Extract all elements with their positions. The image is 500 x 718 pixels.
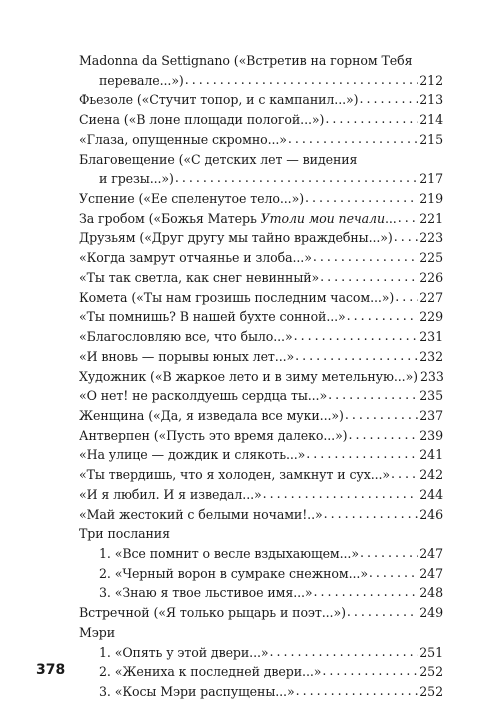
entry-page: 246 <box>419 506 443 522</box>
entry-title: «Ты твердишь, что я холоден, замкнут и сух...» <box>79 467 391 483</box>
leader-dots <box>294 326 419 346</box>
leader-dots <box>395 287 418 307</box>
toc-entry-title: Madonna da Settignano («Встретив на горном Тебя <box>79 53 413 68</box>
leader-dots <box>360 543 418 563</box>
toc-entry <box>79 71 443 91</box>
entry-title: Комета («Ты нам грозишь последним часом...») <box>79 289 395 305</box>
toc-section-heading: Три послания <box>79 526 170 542</box>
entry-page: 251 <box>419 644 443 660</box>
entry-title: Женщина («Да, я изведала все муки...») <box>79 407 344 423</box>
entry-title: Сиена («В лоне площади пологой...») <box>79 112 325 128</box>
entry-title: «И я любил. И я изведал...» <box>79 486 262 502</box>
toc-entry <box>79 228 443 248</box>
leader-dots <box>398 208 419 228</box>
page-number: 378 <box>36 662 66 678</box>
toc-entry <box>79 485 443 505</box>
toc-section-heading: Мэри <box>79 624 116 640</box>
toc-entry <box>79 367 443 387</box>
toc-entry <box>79 662 443 682</box>
entry-title: Художник («В жаркое лето и в зиму метельную...») <box>79 368 418 384</box>
leader-dots <box>313 247 418 267</box>
table-of-contents <box>79 51 443 702</box>
entry-title-part: За гробом («Божья Матерь <box>79 210 261 226</box>
entry-page: 235 <box>419 388 443 404</box>
leader-dots <box>288 129 418 149</box>
toc-entry <box>79 603 443 623</box>
toc-entry <box>79 248 443 268</box>
entry-page: 252 <box>419 664 443 680</box>
toc-entry <box>79 130 443 150</box>
leader-dots <box>347 602 418 622</box>
leader-dots <box>270 642 419 662</box>
entry-page: 244 <box>419 486 443 502</box>
entry-title: 2. «Черный ворон в сумраке снежном...» <box>99 565 368 581</box>
leader-dots <box>295 346 418 366</box>
toc-entry <box>79 169 443 189</box>
entry-page: 233 <box>420 368 444 384</box>
toc-entry <box>79 209 443 229</box>
entry-page: 242 <box>419 467 443 483</box>
entry-title-part: ... <box>385 210 397 226</box>
entry-title: 1. «Опять у этой двери...» <box>99 644 269 660</box>
entry-page: 226 <box>419 269 443 285</box>
toc-entry <box>79 90 443 110</box>
entry-page: 232 <box>419 348 443 364</box>
entry-page: 252 <box>419 684 443 699</box>
leader-dots <box>324 504 419 524</box>
entry-page: 231 <box>419 329 443 345</box>
leader-dots <box>347 306 419 326</box>
entry-title: «Ты так светла, как снег невинный» <box>79 269 320 285</box>
entry-title: «Глаза, опущенные скромно...» <box>79 131 287 147</box>
entry-page: 214 <box>419 112 443 128</box>
entry-page: 249 <box>419 605 443 621</box>
toc-entry <box>79 386 443 406</box>
toc-entry <box>79 327 443 347</box>
entry-title: и грезы...») <box>99 171 174 187</box>
entry-page: 227 <box>419 289 443 305</box>
toc-entry <box>79 505 443 525</box>
leader-dots <box>359 89 418 109</box>
entry-title: «О нет! не расколдуешь сердца ты...» <box>79 388 328 404</box>
leader-dots <box>369 563 418 583</box>
entry-title: Друзьям («Друг другу мы тайно враждебны...») <box>79 230 393 246</box>
leader-dots <box>328 385 418 405</box>
toc-entry <box>79 643 443 663</box>
entry-title: «Май жестокий с белыми ночами!..» <box>79 506 323 522</box>
leader-dots <box>175 168 418 188</box>
toc-entry-title: Благовещение («С детских лет — видения <box>79 151 358 167</box>
leader-dots <box>320 267 418 287</box>
entry-page: 223 <box>419 230 443 246</box>
entry-title: «На улице — дождик и слякоть...» <box>79 447 306 463</box>
entry-page: 247 <box>419 545 443 561</box>
entry-page: 239 <box>419 427 443 443</box>
entry-title: «Ты помнишь? В нашей бухте сонной...» <box>79 309 346 325</box>
entry-title: «И вновь — порывы юных лет...» <box>79 348 295 364</box>
toc-entry <box>79 347 443 367</box>
entry-page: 225 <box>419 250 443 266</box>
entry-page: 248 <box>419 585 443 601</box>
leader-dots <box>296 681 419 701</box>
toc-entry <box>79 445 443 465</box>
leader-dots <box>305 188 418 208</box>
entry-title: 2. «Жениха к последней двери...» <box>99 664 322 680</box>
toc-entry <box>79 307 443 327</box>
toc-entry <box>79 268 443 288</box>
entry-title: Встречной («Я только рыцарь и поэт...») <box>79 605 346 621</box>
entry-page: 217 <box>419 171 443 187</box>
toc-entry <box>79 682 443 702</box>
toc-entry <box>79 564 443 584</box>
entry-page: 215 <box>419 131 443 147</box>
entry-title: 1. «Все помнит о весле вздыхающем...» <box>99 545 359 561</box>
entry-title: перевале...») <box>99 72 184 88</box>
entry-page: 229 <box>419 309 443 325</box>
leader-dots <box>185 70 419 90</box>
toc-entry <box>79 544 443 564</box>
toc-entry <box>79 465 443 485</box>
entry-page: 221 <box>419 210 443 226</box>
entry-title-italic: Утоли мои печали <box>260 210 385 226</box>
toc-entry <box>79 189 443 209</box>
entry-title: Успение («Ее спеленутое тело...») <box>79 191 305 207</box>
entry-page: 213 <box>419 92 443 108</box>
leader-dots <box>263 484 419 504</box>
entry-title: «Благословляю все, что было...» <box>79 329 293 345</box>
entry-page: 247 <box>419 565 443 581</box>
leader-dots <box>325 109 418 129</box>
toc-entry <box>79 110 443 130</box>
toc-entry <box>79 288 443 308</box>
leader-dots <box>322 661 418 681</box>
entry-title <box>79 209 397 229</box>
entry-page: 237 <box>419 407 443 423</box>
entry-page: 212 <box>419 72 443 88</box>
entry-page: 241 <box>419 447 443 463</box>
leader-dots <box>345 405 418 425</box>
entry-title: Фьезоле («Стучит топор, и с кампанил...») <box>79 92 359 108</box>
entry-title: 3. «Знаю я твое льстивое имя...» <box>99 585 313 601</box>
leader-dots <box>306 444 418 464</box>
leader-dots <box>394 227 419 247</box>
entry-title: 3. «Косы Мэри распущены...» <box>99 684 295 699</box>
toc-entry <box>79 406 443 426</box>
entry-page: 219 <box>419 191 443 207</box>
leader-dots <box>314 582 419 602</box>
leader-dots <box>391 464 418 484</box>
toc-entry <box>79 583 443 603</box>
leader-dots <box>349 425 419 445</box>
toc-entry <box>79 426 443 446</box>
entry-title: «Когда замрут отчаянье и злоба...» <box>79 250 312 266</box>
entry-title: Антверпен («Пусть это время далеко...») <box>79 427 348 443</box>
